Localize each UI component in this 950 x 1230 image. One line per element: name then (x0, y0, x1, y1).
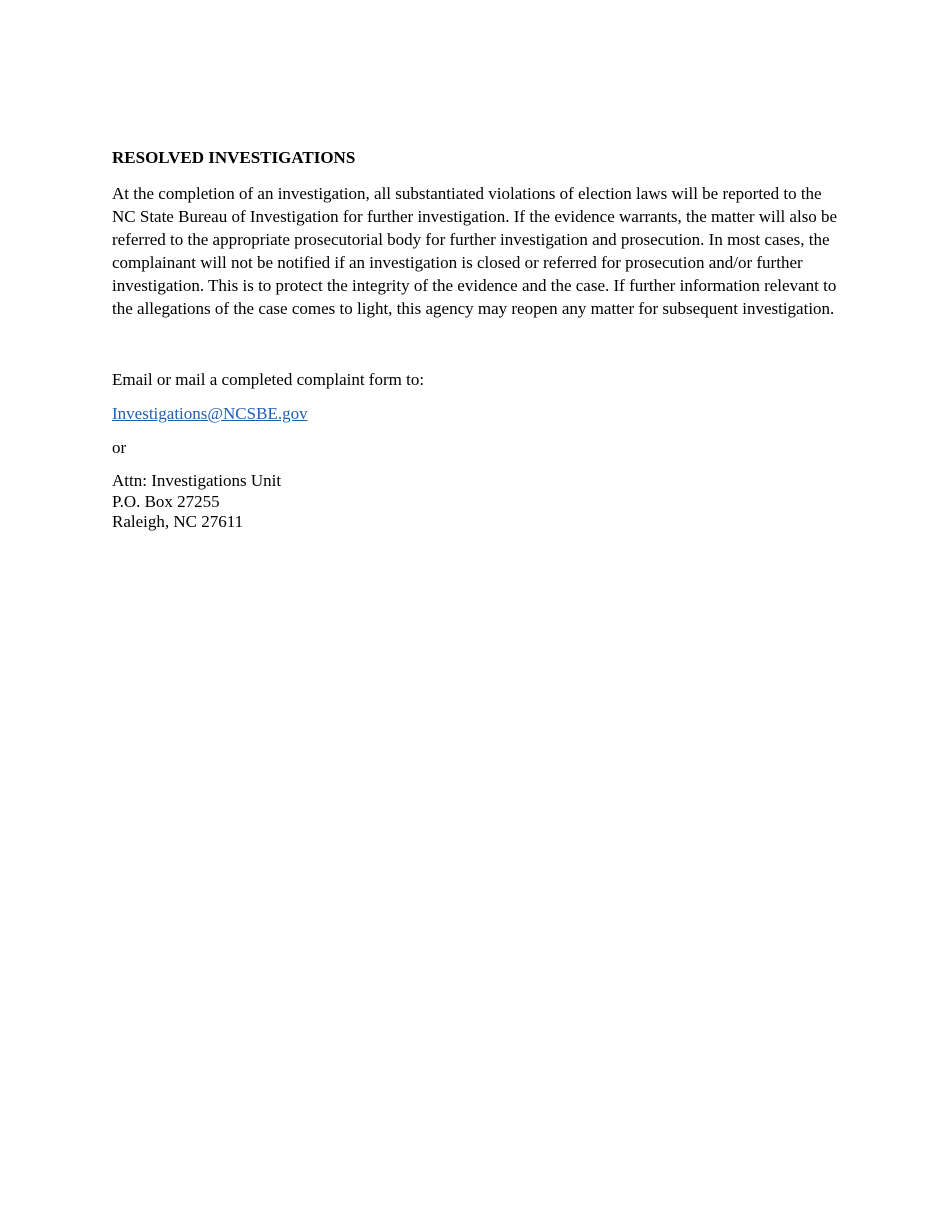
contact-intro: Email or mail a completed complaint form to: (112, 370, 425, 389)
address-attn-line: Attn: Investigations Unit (112, 471, 282, 490)
mailing-address (112, 471, 838, 533)
email-link[interactable]: Investigations@NCSBE.gov (112, 404, 308, 423)
investigation-paragraph: At the completion of an investigation, all substantiated violations of election laws will be reported to the NC State Bureau of Investigation for further investigation. If the evidence warrants, the matter will also be referred to the appropriate prosecutorial body for further investigation and prosecution. In most cases, the complainant will not be notified if an investigation is closed or referred for prosecution and/or further investigation. This is to protect the integrity of the evidence and the case. If further information relevant to the allegations of the case comes to light, this agency may reopen any matter for subsequent investigation. (112, 184, 838, 318)
address-po-box-line: P.O. Box 27255 (112, 491, 220, 511)
document-content (112, 146, 838, 533)
or-text: or (112, 438, 127, 457)
section-heading: RESOLVED INVESTIGATIONS (112, 148, 356, 167)
address-city-line: Raleigh, NC 27611 (112, 512, 244, 531)
